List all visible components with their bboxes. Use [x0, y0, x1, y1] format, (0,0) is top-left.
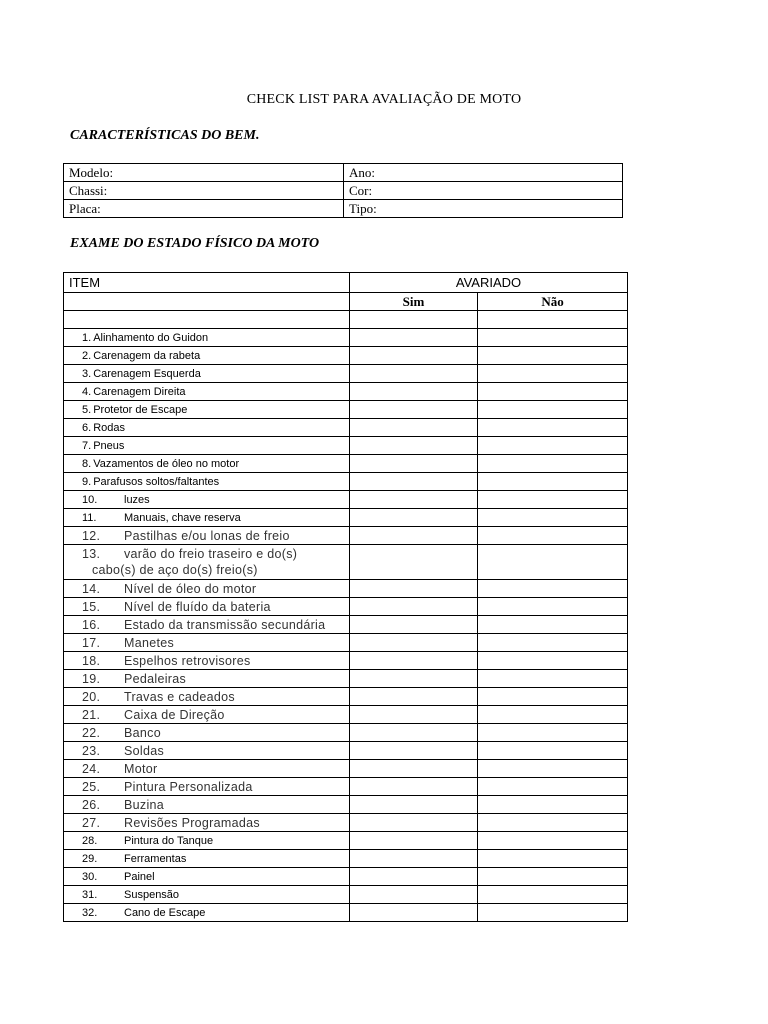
sim-checkbox-cell[interactable]	[350, 473, 478, 491]
table-row	[64, 580, 628, 598]
item-cell	[64, 724, 350, 742]
nao-checkbox-cell[interactable]	[478, 832, 628, 850]
sim-checkbox-cell[interactable]	[350, 509, 478, 527]
item-number: 9.	[82, 475, 92, 488]
item-cell	[64, 580, 350, 598]
item-cell	[64, 832, 350, 850]
item-label: Motor	[124, 761, 158, 776]
nao-checkbox-cell[interactable]	[478, 796, 628, 814]
item-number: 14.	[82, 581, 101, 596]
table-row	[64, 832, 628, 850]
table-row	[64, 598, 628, 616]
sim-checkbox-cell[interactable]	[350, 491, 478, 509]
item-number: 22.	[82, 725, 101, 740]
characteristics-table	[63, 163, 623, 218]
nao-checkbox-cell[interactable]	[478, 401, 628, 419]
sim-checkbox-cell[interactable]	[350, 383, 478, 401]
item-label: Manuais, chave reserva	[124, 511, 241, 524]
nao-checkbox-cell[interactable]	[478, 616, 628, 634]
nao-checkbox-cell[interactable]	[478, 527, 628, 545]
item-number: 2.	[82, 349, 92, 362]
item-label: Banco	[124, 725, 161, 740]
nao-checkbox-cell[interactable]	[478, 904, 628, 922]
table-row	[64, 706, 628, 724]
cor-field[interactable]: Cor:	[344, 182, 623, 200]
item-number: 10.	[82, 493, 98, 506]
table-row	[64, 509, 628, 527]
item-cell	[64, 491, 350, 509]
item-label: Suspensão	[124, 888, 180, 901]
table-row	[64, 688, 628, 706]
item-cell	[64, 688, 350, 706]
item-label: Pastilhas e/ou lonas de freio	[124, 528, 290, 543]
nao-checkbox-cell[interactable]	[478, 329, 628, 347]
sim-checkbox-cell[interactable]	[350, 724, 478, 742]
item-label: Caixa de Direção	[124, 707, 225, 722]
table-row	[64, 200, 623, 218]
item-cell	[64, 652, 350, 670]
tipo-field[interactable]: Tipo:	[344, 200, 623, 218]
item-number: 21.	[82, 707, 101, 722]
nao-checkbox-cell[interactable]	[478, 491, 628, 509]
nao-checkbox-cell[interactable]	[478, 760, 628, 778]
item-cell	[64, 850, 350, 868]
item-cell	[64, 527, 350, 545]
item-number: 28.	[82, 834, 98, 847]
table-subheader-row	[64, 293, 628, 311]
nao-checkbox-cell[interactable]	[478, 580, 628, 598]
item-number: 7.	[82, 439, 92, 452]
item-label-continuation: cabo(s) de aço do(s) freio(s)	[92, 563, 258, 577]
table-row	[64, 616, 628, 634]
sim-checkbox-cell[interactable]	[350, 419, 478, 437]
item-label: Ferramentas	[124, 852, 187, 865]
sim-checkbox-cell[interactable]	[350, 580, 478, 598]
item-label: Carenagem Esquerda	[93, 367, 201, 380]
nao-checkbox-cell[interactable]	[478, 886, 628, 904]
item-number: 13.	[82, 547, 101, 561]
sim-checkbox-cell[interactable]	[350, 545, 478, 580]
table-header-row	[64, 273, 628, 293]
table-row	[64, 329, 628, 347]
table-row	[64, 182, 623, 200]
sim-checkbox-cell[interactable]	[350, 616, 478, 634]
nao-checkbox-cell[interactable]	[478, 383, 628, 401]
document-title: CHECK LIST PARA AVALIAÇÃO DE MOTO	[246, 92, 522, 107]
nao-checkbox-cell[interactable]	[478, 365, 628, 383]
item-cell	[64, 347, 350, 365]
item-label: Vazamentos de óleo no motor	[93, 457, 240, 470]
item-number: 11.	[82, 511, 97, 524]
item-column-header: ITEM	[64, 273, 350, 293]
nao-checkbox-cell[interactable]	[478, 598, 628, 616]
sim-checkbox-cell[interactable]	[350, 598, 478, 616]
item-label: Rodas	[93, 421, 125, 434]
nao-checkbox-cell[interactable]	[478, 509, 628, 527]
empty-header-cell	[64, 293, 350, 311]
item-cell	[64, 545, 350, 580]
table-row	[64, 455, 628, 473]
table-row	[64, 850, 628, 868]
item-number: 6.	[82, 421, 92, 434]
table-row	[64, 401, 628, 419]
item-number: 25.	[82, 779, 101, 794]
table-row	[64, 904, 628, 922]
item-cell	[64, 616, 350, 634]
table-row	[64, 164, 623, 182]
table-row	[64, 347, 628, 365]
nao-checkbox-cell[interactable]	[478, 437, 628, 455]
sim-checkbox-cell[interactable]	[350, 742, 478, 760]
nao-checkbox-cell[interactable]	[478, 868, 628, 886]
item-label: Protetor de Escape	[93, 403, 188, 416]
table-row	[64, 868, 628, 886]
nao-checkbox-cell[interactable]	[478, 778, 628, 796]
table-row	[64, 634, 628, 652]
item-cell	[64, 634, 350, 652]
item-label: Alinhamento do Guidon	[93, 331, 209, 344]
item-cell	[64, 473, 350, 491]
sim-checkbox-cell[interactable]	[350, 706, 478, 724]
table-row	[64, 383, 628, 401]
item-cell	[64, 419, 350, 437]
nao-column-header: Não	[478, 293, 628, 311]
item-cell	[64, 868, 350, 886]
item-number: 30.	[82, 870, 98, 883]
item-label: Revisões Programadas	[124, 815, 260, 830]
item-label: Pintura do Tanque	[124, 834, 214, 847]
table-row	[64, 886, 628, 904]
sim-checkbox-cell[interactable]	[350, 886, 478, 904]
sim-checkbox-cell[interactable]	[350, 796, 478, 814]
item-cell	[64, 886, 350, 904]
table-row	[64, 814, 628, 832]
item-label: Buzina	[124, 797, 165, 812]
exam-table	[63, 272, 628, 922]
nao-checkbox-cell[interactable]	[478, 724, 628, 742]
item-label: Carenagem Direita	[93, 385, 186, 398]
table-row	[64, 437, 628, 455]
item-number: 3.	[82, 367, 92, 380]
item-cell	[64, 760, 350, 778]
blank-row	[64, 311, 628, 329]
sim-checkbox-cell[interactable]	[350, 329, 478, 347]
item-label: Pedaleiras	[124, 671, 187, 686]
table-row	[64, 527, 628, 545]
item-cell	[64, 598, 350, 616]
sim-checkbox-cell[interactable]	[350, 634, 478, 652]
item-label: Espelhos retrovisores	[124, 653, 251, 668]
table-row	[64, 419, 628, 437]
nao-checkbox-cell[interactable]	[478, 473, 628, 491]
nao-checkbox-cell[interactable]	[478, 742, 628, 760]
ano-field[interactable]: Ano:	[344, 164, 623, 182]
blank-cell	[478, 311, 628, 329]
table-row	[64, 473, 628, 491]
item-label: Estado da transmissão secundária	[124, 617, 326, 632]
avariado-column-header: AVARIADO	[350, 273, 628, 293]
item-label: Carenagem da rabeta	[93, 349, 201, 362]
table-row	[64, 545, 628, 580]
item-number: 27.	[82, 815, 101, 830]
section-title-characteristics: CARACTERÍSTICAS DO BEM.	[70, 128, 260, 143]
item-cell	[64, 706, 350, 724]
sim-checkbox-cell[interactable]	[350, 455, 478, 473]
item-label: Painel	[124, 870, 155, 883]
item-cell	[64, 509, 350, 527]
sim-checkbox-cell[interactable]	[350, 437, 478, 455]
item-cell	[64, 455, 350, 473]
placa-field[interactable]: Placa:	[64, 200, 344, 218]
sim-checkbox-cell[interactable]	[350, 778, 478, 796]
nao-checkbox-cell[interactable]	[478, 652, 628, 670]
item-number: 23.	[82, 743, 101, 758]
table-row	[64, 796, 628, 814]
blank-cell	[64, 311, 350, 329]
nao-checkbox-cell[interactable]	[478, 347, 628, 365]
item-cell	[64, 742, 350, 760]
item-label: luzes	[124, 493, 150, 506]
sim-checkbox-cell[interactable]	[350, 365, 478, 383]
item-cell	[64, 904, 350, 922]
sim-checkbox-cell[interactable]	[350, 850, 478, 868]
nao-checkbox-cell[interactable]	[478, 634, 628, 652]
item-cell	[64, 383, 350, 401]
sim-checkbox-cell[interactable]	[350, 832, 478, 850]
nao-checkbox-cell[interactable]	[478, 419, 628, 437]
item-label: Pneus	[93, 439, 125, 452]
item-label: Parafusos soltos/faltantes	[93, 475, 220, 488]
item-number: 18.	[82, 653, 101, 668]
nao-checkbox-cell[interactable]	[478, 670, 628, 688]
sim-checkbox-cell[interactable]	[350, 688, 478, 706]
nao-checkbox-cell[interactable]	[478, 814, 628, 832]
item-cell	[64, 796, 350, 814]
item-cell	[64, 670, 350, 688]
table-row	[64, 652, 628, 670]
sim-checkbox-cell[interactable]	[350, 760, 478, 778]
item-label: Manetes	[124, 635, 175, 650]
item-cell	[64, 329, 350, 347]
item-number: 1.	[82, 331, 92, 344]
item-number: 29.	[82, 852, 98, 865]
item-cell	[64, 778, 350, 796]
item-cell	[64, 437, 350, 455]
item-number: 17.	[82, 635, 101, 650]
sim-column-header: Sim	[350, 293, 478, 311]
item-cell	[64, 401, 350, 419]
nao-checkbox-cell[interactable]	[478, 688, 628, 706]
table-row	[64, 365, 628, 383]
sim-checkbox-cell[interactable]	[350, 814, 478, 832]
sim-checkbox-cell[interactable]	[350, 401, 478, 419]
item-number: 31.	[82, 888, 98, 901]
modelo-field[interactable]: Modelo:	[64, 164, 344, 182]
item-label: Pintura Personalizada	[124, 779, 253, 794]
item-cell	[64, 814, 350, 832]
item-number: 32.	[82, 906, 98, 919]
table-row	[64, 724, 628, 742]
sim-checkbox-cell[interactable]	[350, 670, 478, 688]
blank-cell	[350, 311, 478, 329]
item-number: 16.	[82, 617, 101, 632]
item-label: Nível de óleo do motor	[124, 581, 257, 596]
item-number: 24.	[82, 761, 101, 776]
sim-checkbox-cell[interactable]	[350, 652, 478, 670]
item-number: 20.	[82, 689, 101, 704]
item-label: Soldas	[124, 743, 165, 758]
sim-checkbox-cell[interactable]	[350, 527, 478, 545]
item-number: 15.	[82, 599, 101, 614]
table-row	[64, 491, 628, 509]
item-number: 26.	[82, 797, 101, 812]
item-number: 12.	[82, 528, 101, 543]
sim-checkbox-cell[interactable]	[350, 347, 478, 365]
nao-checkbox-cell[interactable]	[478, 545, 628, 580]
nao-checkbox-cell[interactable]	[478, 850, 628, 868]
item-number: 4.	[82, 385, 92, 398]
item-label: varão do freio traseiro e do(s)	[124, 547, 298, 561]
sim-checkbox-cell[interactable]	[350, 904, 478, 922]
nao-checkbox-cell[interactable]	[478, 706, 628, 724]
item-label: Travas e cadeados	[124, 689, 235, 704]
table-row	[64, 742, 628, 760]
chassi-field[interactable]: Chassi:	[64, 182, 344, 200]
table-row	[64, 778, 628, 796]
sim-checkbox-cell[interactable]	[350, 868, 478, 886]
item-number: 19.	[82, 671, 101, 686]
section-title-exam: EXAME DO ESTADO FÍSICO DA MOTO	[70, 236, 320, 251]
item-label: Cano de Escape	[124, 906, 206, 919]
table-row	[64, 760, 628, 778]
nao-checkbox-cell[interactable]	[478, 455, 628, 473]
item-number: 5.	[82, 403, 92, 416]
item-label: Nível de fluído da bateria	[124, 599, 271, 614]
table-row	[64, 670, 628, 688]
item-number: 8.	[82, 457, 92, 470]
item-cell	[64, 365, 350, 383]
